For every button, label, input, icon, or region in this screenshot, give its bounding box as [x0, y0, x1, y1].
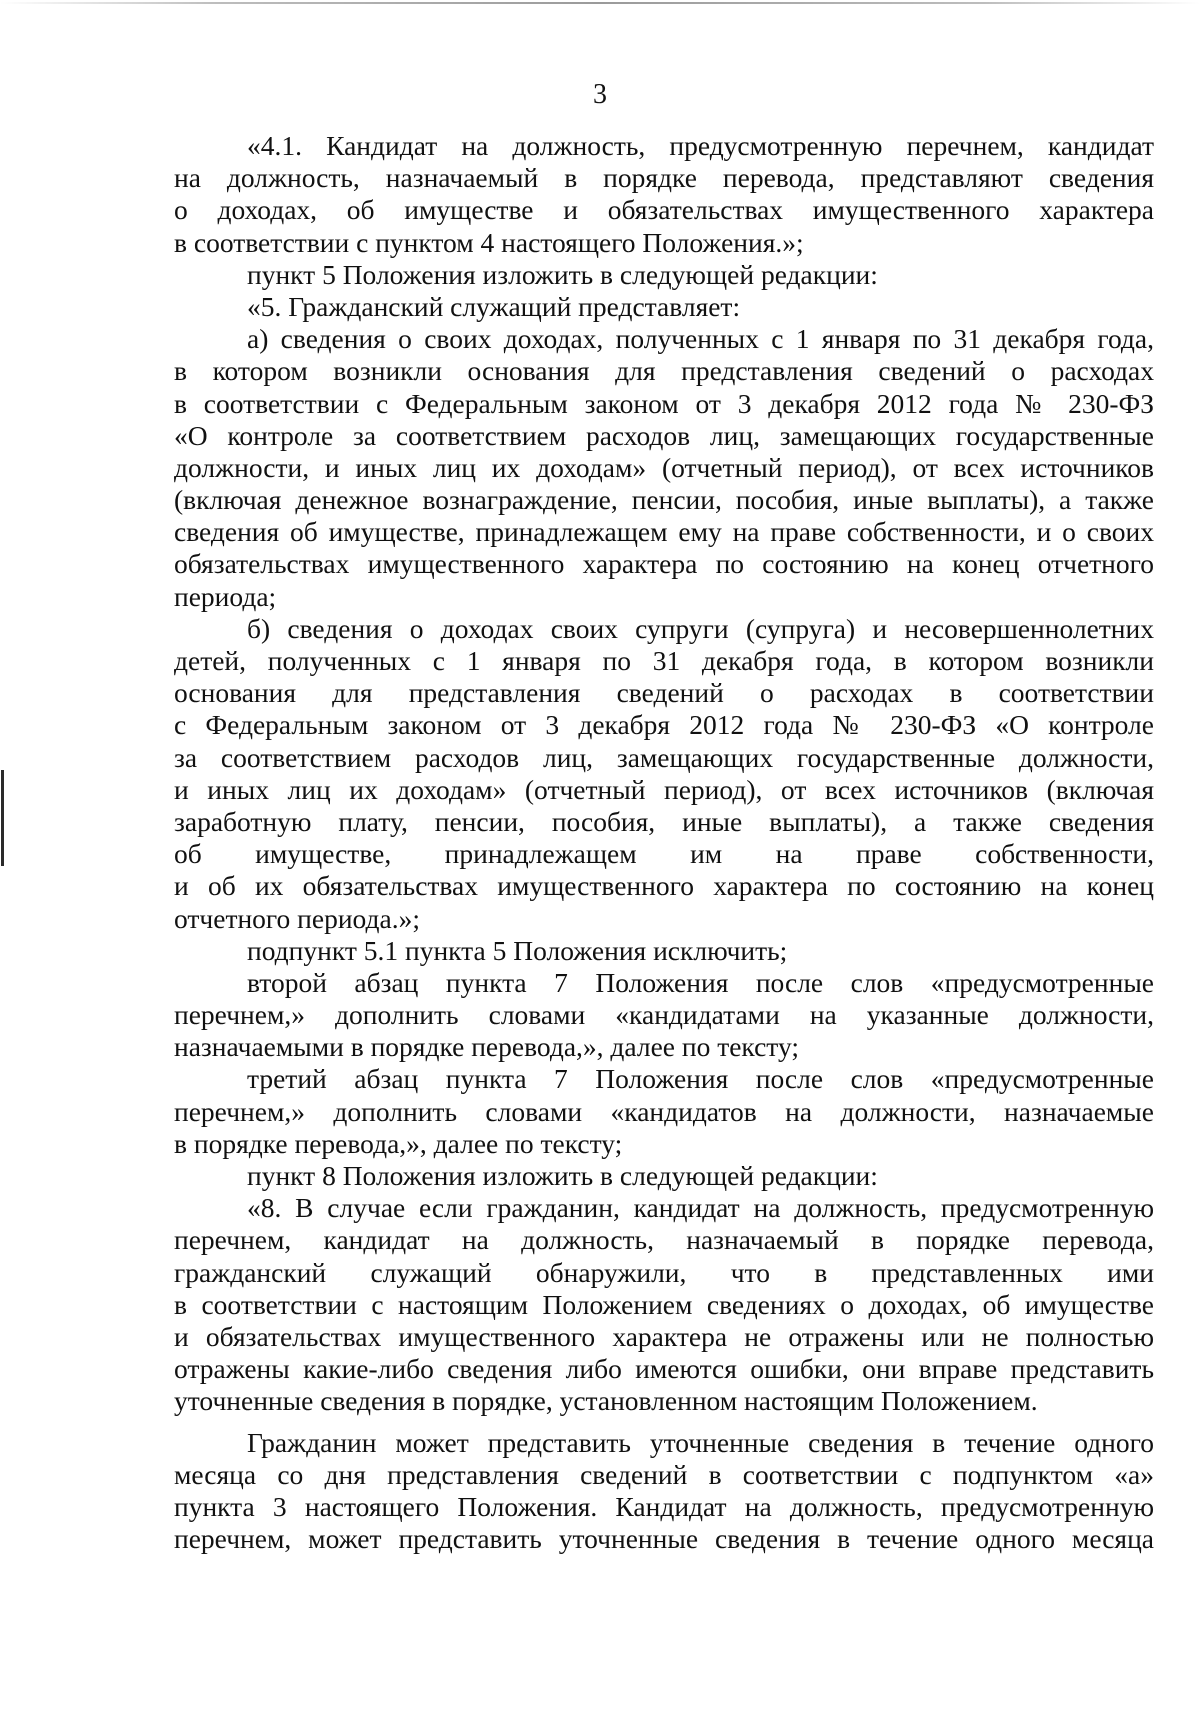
text-line: в соответствии с настоящим Положением сведениях о доходах, об имуществе: [174, 1288, 1154, 1320]
text-line: «О контроле за соответствием расходов лиц, замещающих государственные: [174, 419, 1154, 451]
text-line: на должность, назначаемый в порядке перевода, представляют сведения: [174, 162, 1154, 194]
text-line: б) сведения о доходах своих супруги (супруга) и несовершеннолетних: [247, 612, 1154, 644]
text-line: сведения об имуществе, принадлежащем ему на праве собственности, и о своих: [174, 516, 1154, 548]
text-line: в котором возникли основания для представления сведений о расходах: [174, 355, 1154, 387]
text-line: месяца со дня представления сведений в соответствии с подпунктом «а»: [174, 1458, 1154, 1490]
page-number: 3: [593, 79, 607, 110]
text-line: и обязательствах имущественного характера не отражены или не полностью: [174, 1320, 1154, 1352]
text-line: перечнем, может представить уточненные сведения в течение одного месяца: [174, 1523, 1154, 1555]
text-line: за соответствием расходов лиц, замещающих государственные должности,: [174, 741, 1154, 773]
text-line: о доходах, об имуществе и обязательствах имущественного характера: [174, 194, 1154, 226]
text-line: периода;: [174, 580, 277, 612]
text-line: «4.1. Кандидат на должность, предусмотренную перечнем, кандидат: [247, 130, 1154, 161]
text-line: и об их обязательствах имущественного характера по состоянию на конец: [174, 870, 1154, 902]
text-line: с Федеральным законом от 3 декабря 2012 года № 230-ФЗ «О контроле: [174, 709, 1154, 741]
text-line: пункт 5 Положения изложить в следующей редакции:: [247, 258, 878, 290]
text-line: отражены какие-либо сведения либо имеются ошибки, они вправе представить: [174, 1353, 1154, 1385]
text-line: в соответствии с пунктом 4 настоящего Положения.»;: [174, 226, 804, 258]
paragraph-gap: [174, 1418, 1154, 1427]
text-line: перечнем,» дополнить словами «кандидатами на указанные должности,: [174, 999, 1154, 1031]
text-line: заработную плату, пенсии, пособия, иные выплаты), а также сведения: [174, 805, 1154, 837]
text-line: перечнем, кандидат на должность, назначаемый в порядке перевода,: [174, 1224, 1154, 1256]
text-line: а) сведения о своих доходах, полученных с 1 января по 31 декабря года,: [247, 323, 1154, 355]
scan-margin-mark: [1, 770, 4, 866]
text-line: «5. Гражданский служащий представляет:: [247, 290, 741, 322]
text-line: «8. В случае если гражданин, кандидат на должность, предусмотренную: [247, 1192, 1154, 1224]
text-line: об имуществе, принадлежащем им на праве собственности,: [174, 838, 1154, 870]
text-line: должности, и иных лиц их доходам» (отчетный период), от всех источников: [174, 451, 1154, 483]
text-line: в порядке перевода,», далее по тексту;: [174, 1127, 623, 1159]
text-line: обязательствах имущественного характера по состоянию на конец отчетного: [174, 548, 1154, 580]
text-line: Гражданин может представить уточненные сведения в течение одного: [247, 1426, 1154, 1458]
text-line: третий абзац пункта 7 Положения после слов «предусмотренные: [247, 1063, 1154, 1095]
text-line: и иных лиц их доходам» (отчетный период), от всех источников (включая: [174, 773, 1154, 805]
text-line: в соответствии с Федеральным законом от 3 декабря 2012 года № 230-ФЗ: [174, 387, 1154, 419]
document-body: [174, 130, 1154, 1555]
text-line: уточненные сведения в порядке, установленном настоящим Положением.: [174, 1385, 1038, 1417]
text-line: подпункт 5.1 пункта 5 Положения исключить;: [247, 934, 788, 966]
text-line: назначаемыми в порядке перевода,», далее по тексту;: [174, 1031, 799, 1063]
text-line: второй абзац пункта 7 Положения после слов «предусмотренные: [247, 966, 1154, 998]
text-line: пункта 3 настоящего Положения. Кандидат на должность, предусмотренную: [174, 1490, 1154, 1522]
text-line: основания для представления сведений о расходах в соответствии: [174, 677, 1154, 709]
text-line: отчетного периода.»;: [174, 902, 420, 934]
text-line: перечнем,» дополнить словами «кандидатов на должности, назначаемые: [174, 1095, 1154, 1127]
text-line: детей, полученных с 1 января по 31 декабря года, в котором возникли: [174, 645, 1154, 676]
text-line: (включая денежное вознаграждение, пенсии, пособия, иные выплаты), а также: [174, 484, 1154, 516]
scan-top-rule: [0, 2, 1200, 4]
text-line: гражданский служащий обнаружили, что в представленных ими: [174, 1256, 1154, 1288]
text-line: пункт 8 Положения изложить в следующей редакции:: [247, 1160, 878, 1191]
